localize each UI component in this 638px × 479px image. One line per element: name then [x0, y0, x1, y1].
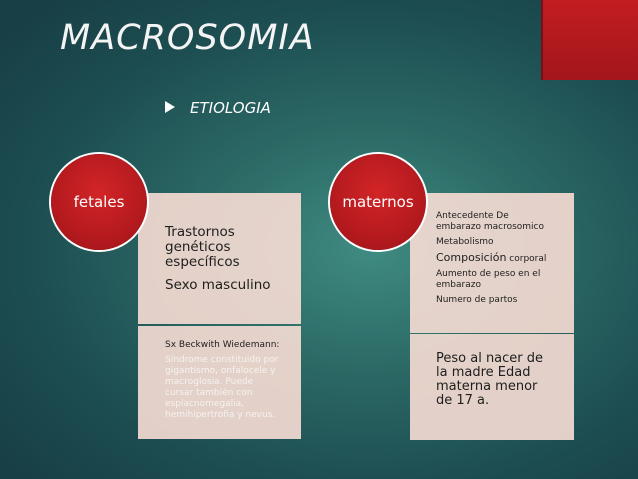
fetales-factors-box — [138, 193, 301, 324]
beckwith-description-line-2: gigantismo, onfalocele y — [165, 366, 276, 376]
maternos-item-partos: Numero de partos — [436, 295, 518, 305]
maternal-weight-age-box — [410, 334, 574, 440]
slide-title: MACROSOMIA — [60, 18, 315, 58]
beckwith-wiedemann-box — [138, 326, 301, 439]
composicion-main: Composición — [436, 251, 507, 264]
beckwith-description-line-4: cursar también con — [165, 388, 253, 398]
beckwith-heading: Sx Beckwith Wiedemann: — [165, 340, 280, 350]
fetales-genetic-line-3: específicos — [165, 254, 240, 270]
maternos-circle — [330, 154, 426, 250]
beckwith-description-line-1: Síndrome constituido por — [165, 355, 279, 365]
beckwith-description-line-6: hemihipertrofia y nevus. — [165, 410, 276, 420]
beckwith-description-line-3: macroglosia. Puede — [165, 377, 254, 387]
fetales-circle-label: fetales — [73, 193, 125, 211]
beckwith-description-line-5: esplacnomegalia, — [165, 399, 245, 409]
fetales-genetic-line-2: genéticos — [165, 239, 231, 255]
maternal-line-3: materna menor — [436, 379, 538, 394]
composicion-tail: corporal — [506, 254, 547, 264]
slide-subtitle: ETIOLOGIA — [190, 99, 271, 117]
maternos-item-composicion — [436, 251, 574, 266]
fetales-genetic-line-1: Trastornos — [165, 224, 235, 240]
maternos-circle-label: maternos — [342, 193, 414, 211]
corner-accent-bar — [541, 0, 638, 80]
maternos-item-1-line-2: embarazo macrosomico — [436, 222, 544, 232]
maternal-line-1: Peso al nacer de — [436, 351, 544, 366]
maternos-item-metabolismo: Metabolismo — [436, 237, 494, 247]
fetales-circle — [51, 154, 147, 250]
maternos-factors-box — [410, 193, 574, 333]
bullet-arrow-icon — [165, 101, 175, 113]
maternos-item-4-line-2: embarazo — [436, 280, 481, 290]
maternos-item-1-line-1: Antecedente De — [436, 211, 509, 221]
fetales-sex-factor: Sexo masculino — [165, 277, 271, 293]
maternos-item-4-line-1: Aumento de peso en el — [436, 269, 541, 279]
maternal-line-4: de 17 a. — [436, 393, 490, 408]
maternal-line-2: la madre Edad — [436, 365, 531, 380]
